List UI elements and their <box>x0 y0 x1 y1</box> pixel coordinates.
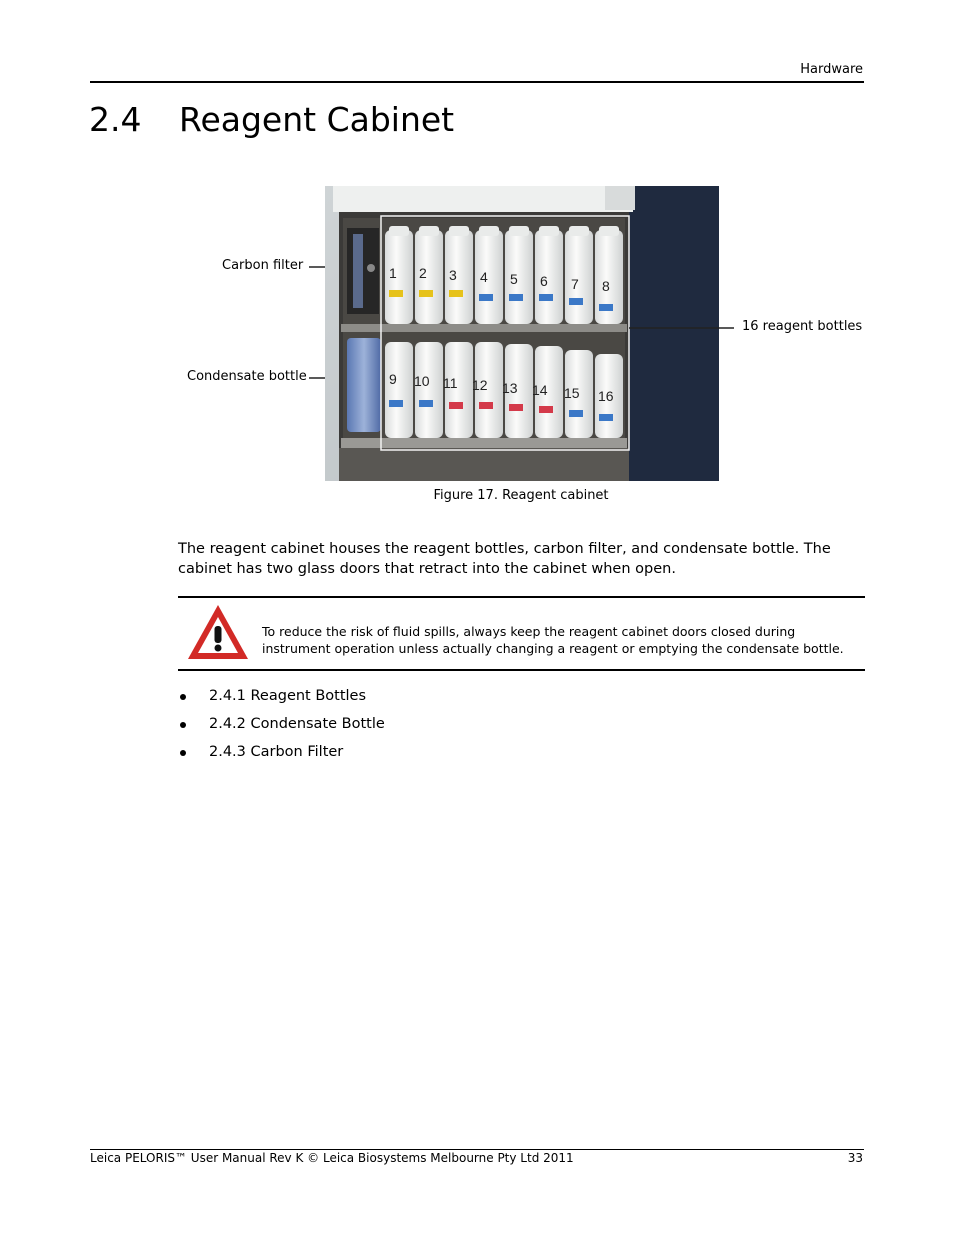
link-condensate-bottle[interactable]: 2.4.2 Condensate Bottle <box>209 716 385 732</box>
callout-carbon-filter: Carbon filter <box>222 258 304 273</box>
footer-divider <box>90 1149 864 1150</box>
running-header: Hardware <box>800 62 863 77</box>
body-paragraph: The reagent cabinet houses the reagent bottles, carbon filter, and condensate bottle. The cabinet has two glass doors that retract into the cabinet when open. <box>178 541 831 577</box>
section-number: 2.4 <box>89 100 142 139</box>
callout-condensate-bottle: Condensate bottle <box>187 369 307 384</box>
link-reagent-bottles[interactable]: 2.4.1 Reagent Bottles <box>209 688 367 704</box>
page-number: 33 <box>847 1151 863 1165</box>
figure-caption: Figure 17. Reagent cabinet <box>433 488 609 503</box>
list-item <box>178 714 385 742</box>
bullet-icon <box>180 722 186 728</box>
reagent-cabinet-photo <box>325 186 719 481</box>
link-carbon-filter[interactable]: 2.4.3 Carbon Filter <box>209 744 344 760</box>
list-item <box>178 686 385 714</box>
svg-text:6: 6 <box>540 273 548 289</box>
svg-text:5: 5 <box>510 271 518 287</box>
svg-text:16: 16 <box>598 388 614 404</box>
footer-copyright: Leica PELORIS™ User Manual Rev K © Leica Biosystems Melbourne Pty Ltd 2011 <box>90 1151 574 1165</box>
condensate-bottle <box>347 338 381 432</box>
svg-text:13: 13 <box>502 380 518 396</box>
warning-triangle-icon <box>185 602 251 662</box>
svg-text:7: 7 <box>571 276 579 292</box>
svg-text:8: 8 <box>602 278 610 294</box>
svg-text:1: 1 <box>389 265 397 281</box>
svg-text:10: 10 <box>414 373 430 389</box>
svg-text:12: 12 <box>472 377 488 393</box>
callout-reagent-bottles: 16 reagent bottles <box>742 319 863 334</box>
subsection-link-list <box>178 686 385 770</box>
warning-bottom-rule <box>178 669 865 671</box>
bullet-icon <box>180 750 186 756</box>
warning-text: To reduce the risk of fluid spills, always keep the reagent cabinet doors closed during instrument operation unless actually changing a reagent or emptying the condensate bottle. <box>262 624 844 656</box>
svg-text:2: 2 <box>419 265 427 281</box>
section-title: Reagent Cabinet <box>179 100 455 139</box>
svg-text:9: 9 <box>389 371 397 387</box>
bullet-icon <box>180 694 186 700</box>
svg-text:14: 14 <box>532 382 548 398</box>
list-item <box>178 742 385 770</box>
svg-text:11: 11 <box>443 375 458 391</box>
svg-text:4: 4 <box>480 269 488 285</box>
svg-text:3: 3 <box>449 267 457 283</box>
warning-top-rule <box>178 596 865 598</box>
svg-text:15: 15 <box>564 385 580 401</box>
